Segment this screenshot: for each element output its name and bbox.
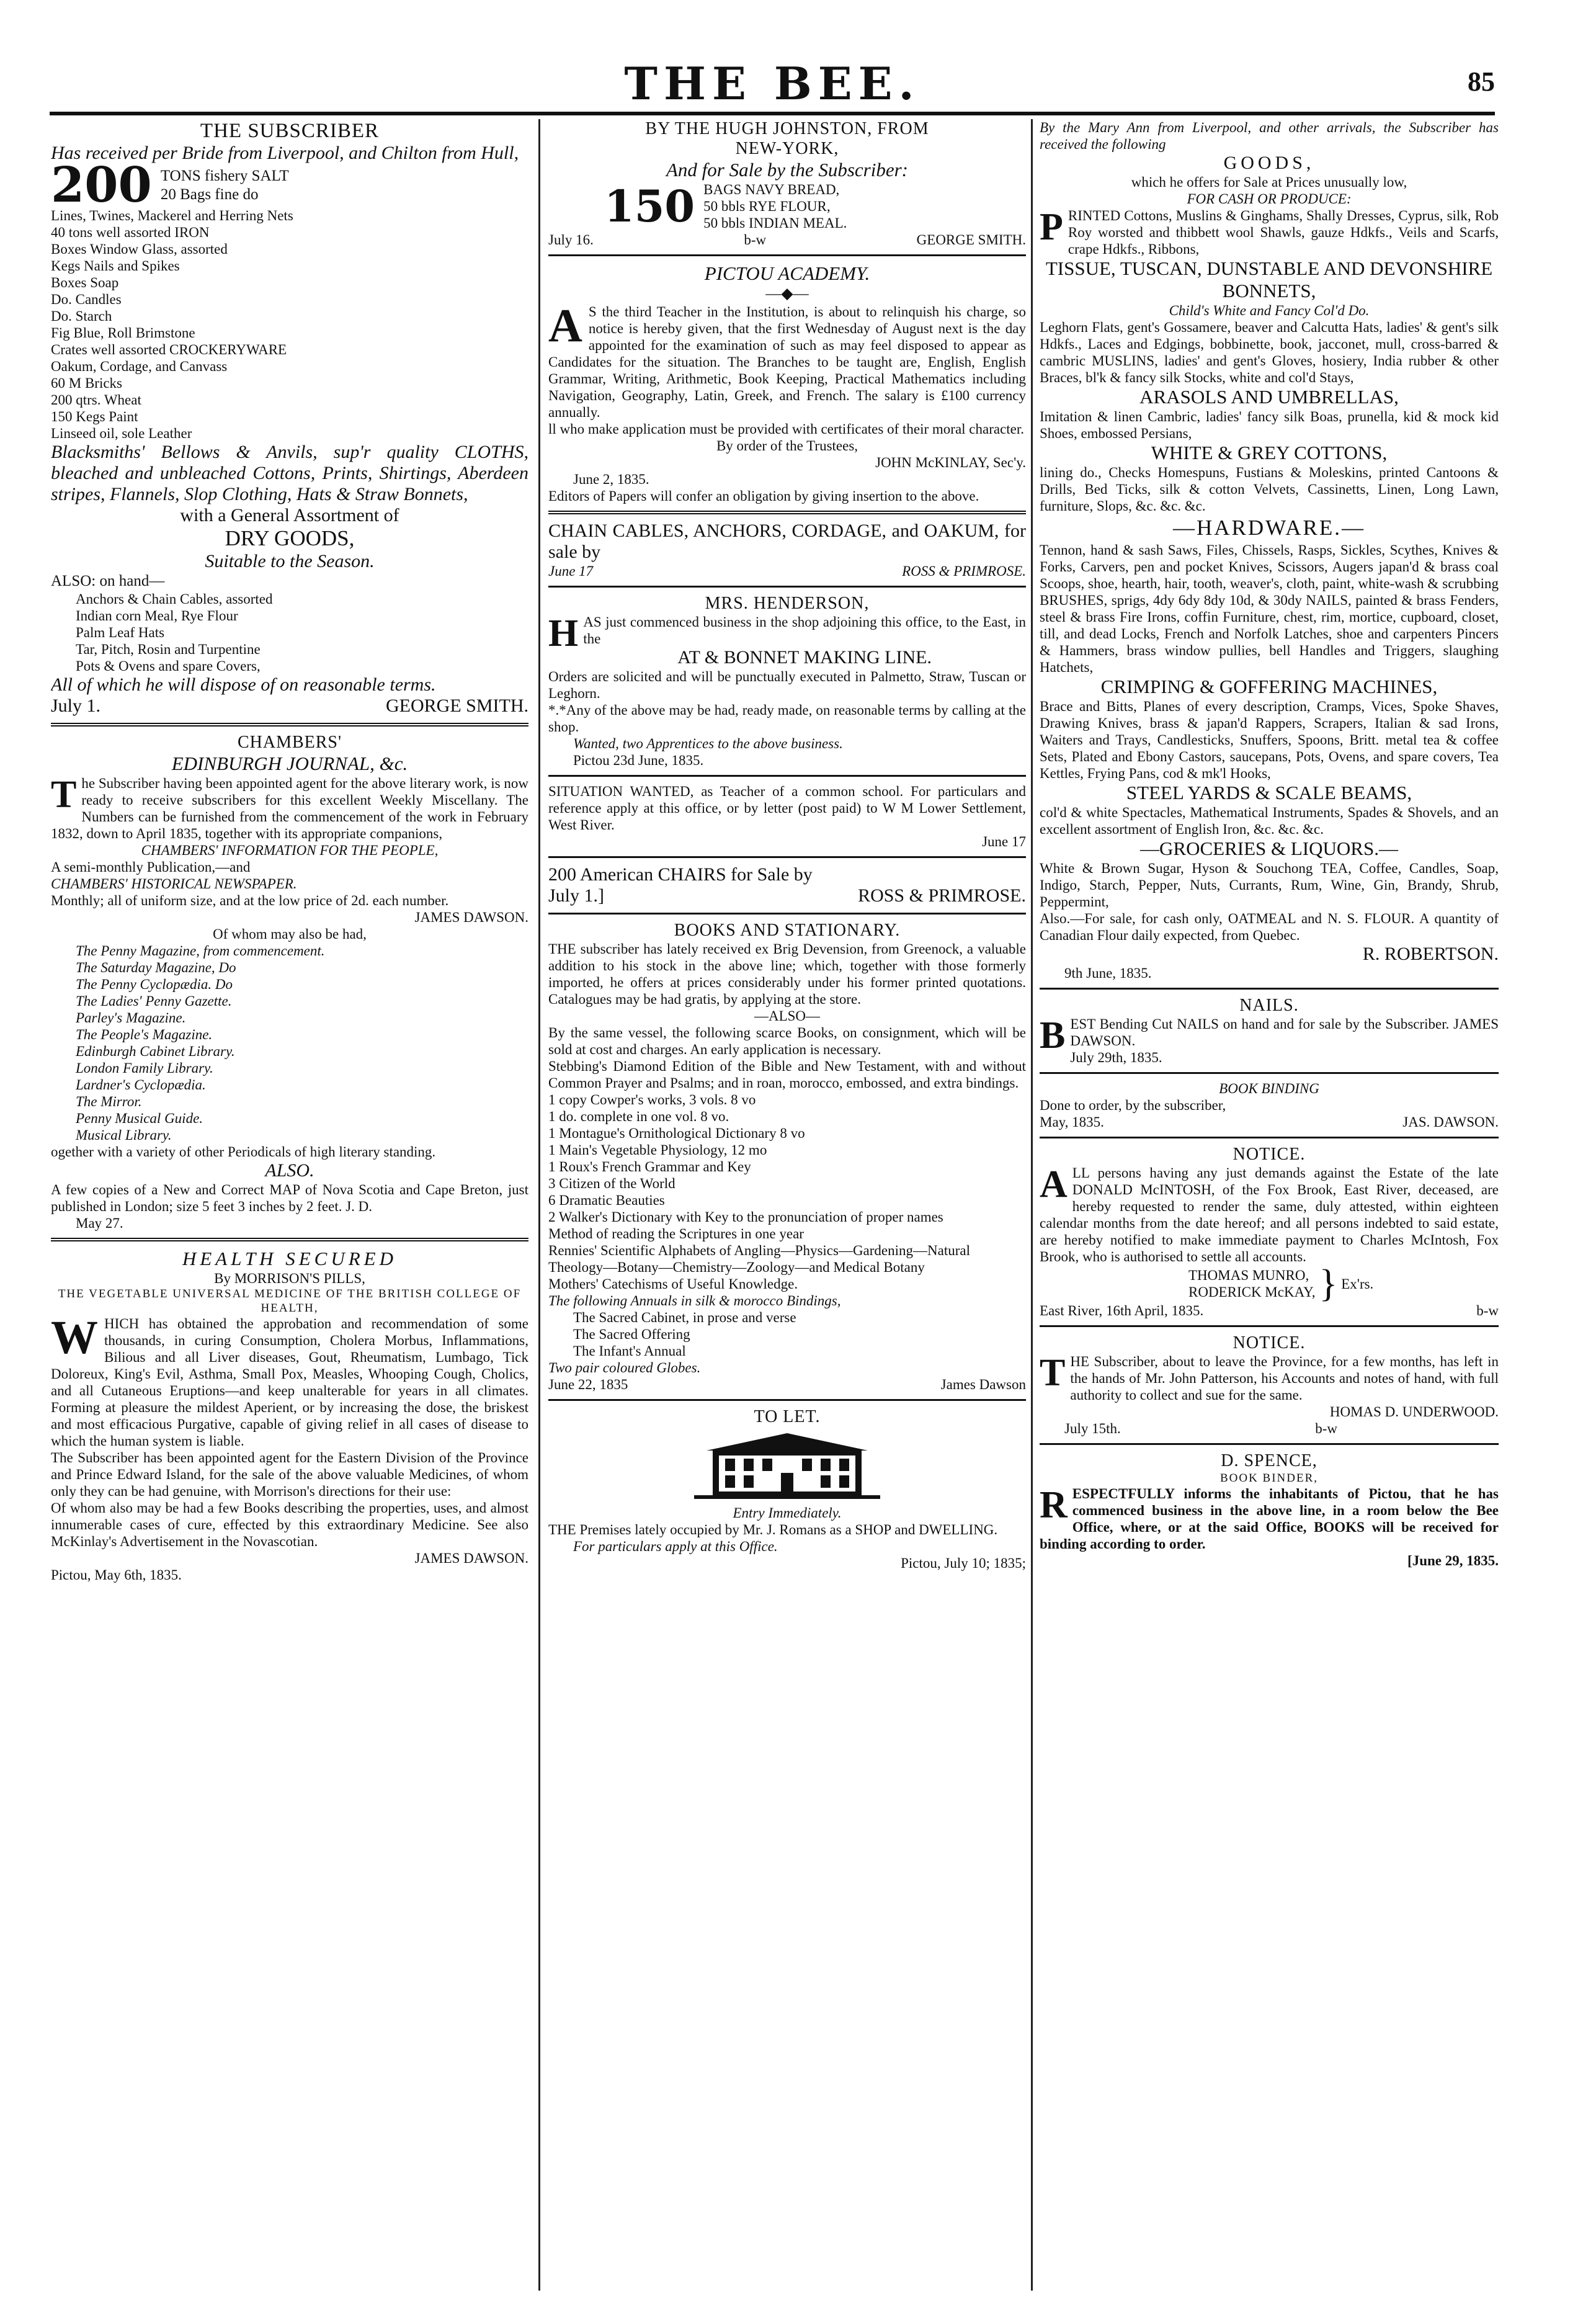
- closing-line: All of which he will dispose of on reasonable terms.: [51, 674, 436, 695]
- ad-books: [548, 921, 1026, 1393]
- signature-row: [548, 1376, 1026, 1393]
- also-list: [51, 591, 528, 674]
- ad-body: THE Subscriber, about to leave the Province, for a few months, has left in the hands of Mr. John Patterson, his Accounts and notes of hand, with full authority to collect and sue for the same.: [1040, 1352, 1499, 1403]
- ad-binding: [1040, 1080, 1499, 1130]
- ad-body: Brace and Bitts, Planes of every description, Cramps, Vices, Spoke Shaves, Drawing Knives, brass & japan'd Rappers, Scrapers, Italian & sad Irons, Waiters and Trays, Candlesticks, Snuffers, Spoons, Britt. metal tea & coffee Sets, Plated and Ebony Castors, saucepans, Pots, Ovens, and spare covers, Tea Kettles, Frying Pans, cod & mk'l Hooks,: [1040, 699, 1499, 781]
- ad-body: THE Premises lately occupied by Mr. J. Romans as a SHOP and DWELLING.: [548, 1522, 998, 1537]
- bread-line: 50 bbls RYE FLOUR,: [703, 199, 831, 214]
- page-number: 85: [1468, 66, 1495, 97]
- periodical-item: The Penny Cyclopædia. Do: [76, 977, 233, 992]
- ornament: —◆—: [765, 285, 809, 302]
- ad-chambers: [51, 733, 528, 1232]
- hist-title: CHAMBERS' HISTORICAL NEWSPAPER.: [51, 876, 297, 892]
- also-item: Palm Leaf Hats: [76, 625, 165, 640]
- book-item: 1 copy Cowper's works, 3 vols. 8 vo: [548, 1092, 756, 1107]
- also-heading: —ALSO—: [754, 1008, 821, 1024]
- ad-body: White & Brown Sugar, Hyson & Souchong TEA, Coffee, Candles, Soap, Indigo, Starch, Pepper, Nuts, Currants, Rum, Wine, Gin, Brandy, Shrub, Peppermint,: [1040, 861, 1499, 910]
- goods-item: Boxes Window Glass, assorted: [51, 241, 228, 257]
- ad-date: July 16.: [548, 232, 594, 248]
- goods-item: 60 M Bricks: [51, 375, 122, 391]
- goods-item: 200 qtrs. Wheat: [51, 392, 141, 408]
- salt-line: TONS fishery SALT: [160, 168, 289, 184]
- ad-situation: [548, 783, 1026, 850]
- ad-signer: JAMES DAWSON.: [414, 910, 528, 925]
- ad-heading: NOTICE.: [1233, 1145, 1306, 1164]
- ad-intro: Has received per Bride from Liverpool, and Chilton from Hull,: [51, 143, 519, 163]
- semi-line: A semi-monthly Publication,—and: [51, 859, 251, 875]
- executors: [1040, 1263, 1499, 1305]
- ad-heading: BY THE HUGH JOHNSTON, FROM: [645, 119, 929, 138]
- annual-item: The Sacred Cabinet, in prose and verse: [573, 1310, 796, 1325]
- also-item: Tar, Pitch, Rosin and Turpentine: [76, 642, 261, 657]
- ad-heading: D. SPENCE,: [1221, 1451, 1317, 1470]
- ad-body: ll who make application must be provided with certificates of their moral character.: [548, 421, 1025, 437]
- ad-signer: JAS. DAWSON.: [1402, 1114, 1499, 1130]
- book-item: 6 Dramatic Beauties: [548, 1192, 665, 1208]
- ad-date: May 27.: [76, 1215, 123, 1231]
- ad-body: CHAIN CABLES, ANCHORS, CORDAGE, and OAKUM, for sale by: [548, 521, 1026, 562]
- ad-heading: CHAMBERS': [237, 733, 342, 752]
- ad-date: May, 1835.: [1040, 1114, 1104, 1130]
- ad-date: July 1.: [51, 695, 101, 716]
- section-heading: CRIMPING & GOFFERING MACHINES,: [1100, 676, 1438, 697]
- column-rule: [1031, 119, 1033, 2291]
- ad-signer: JOHN McKINLAY, Sec'y.: [875, 455, 1026, 470]
- signature-row: [1040, 1420, 1499, 1437]
- book-item: 1 do. complete in one vol. 8 vo.: [548, 1109, 729, 1124]
- books-list: [548, 1091, 1026, 1292]
- ad-heading: PICTOU ACADEMY.: [704, 262, 870, 284]
- column-middle: [548, 119, 1026, 2315]
- divider: [1040, 1443, 1499, 1445]
- annual-item: The Sacred Offering: [573, 1326, 690, 1342]
- ad-signer: James Dawson: [940, 1377, 1026, 1392]
- ad-date: June 2, 1835.: [573, 472, 649, 487]
- ad-heading: NOTICE.: [1233, 1333, 1306, 1353]
- ad-date: June 22, 1835: [548, 1377, 628, 1392]
- ad-chairs: [548, 864, 1026, 906]
- ad-body: Stebbing's Diamond Edition of the Bible and New Testament, with and without Common Prayer and Psalms; and in roan, morocco, embossed, and extra bindings.: [548, 1058, 1026, 1091]
- ad-body: col'd & white Spectacles, Mathematical Instruments, Spades & Shovels, and an excellent assortment of English Iron, &c. &c. &c.: [1040, 805, 1499, 837]
- masthead: [50, 57, 1495, 113]
- divider: [1040, 1072, 1499, 1074]
- annuals-line: The following Annuals in silk & morocco Bindings,: [548, 1293, 841, 1308]
- apply-line: For particulars apply at this Office.: [573, 1539, 778, 1554]
- divider: [548, 511, 1026, 514]
- ad-byline: By MORRISON'S PILLS,: [214, 1271, 365, 1286]
- ad-health: [51, 1248, 528, 1583]
- annual-item: The Infant's Annual: [573, 1343, 686, 1359]
- globes-line: Two pair coloured Globes.: [548, 1360, 701, 1375]
- ad-subheading: THE VEGETABLE UNIVERSAL MEDICINE OF THE BRITISH COLLEGE OF HEALTH,: [58, 1287, 522, 1315]
- ad-body: Also.—For sale, for cash only, OATMEAL and N. S. FLOUR. A quantity of Canadian Flour daily expected, from Quebec.: [1040, 911, 1499, 943]
- divider: [1040, 1325, 1499, 1327]
- goods-paragraph: Blacksmiths' Bellows & Anvils, sup'r quality CLOTHS, bleached and unbleached Cottons, Prints, Shirtings, Aberdeen stripes, Flannels, Slop Clothing, Hats & Straw Bonnets,: [51, 442, 528, 504]
- book-item: 1 Montague's Ornithological Dictionary 8 vo: [548, 1125, 805, 1141]
- signature-row: [1040, 1114, 1499, 1130]
- ad-signer: GEORGE SMITH.: [916, 232, 1026, 248]
- periodical-item: London Family Library.: [76, 1060, 213, 1076]
- periodical-item: The Ladies' Penny Gazette.: [76, 993, 232, 1009]
- ad-signer: JAMES DAWSON.: [414, 1550, 528, 1566]
- ad-subscriber: [51, 119, 528, 717]
- book-item: Mothers' Catechisms of Useful Knowledge.: [548, 1276, 798, 1292]
- bread-line: 50 bbls INDIAN MEAL.: [703, 215, 847, 231]
- ad-signer: R. ROBERTSON.: [1362, 944, 1499, 964]
- ad-code: b-w: [1315, 1421, 1337, 1436]
- salt-block: [51, 157, 528, 213]
- divider: [548, 1399, 1026, 1401]
- cash-line: FOR CASH OR PRODUCE:: [1187, 191, 1352, 207]
- ad-intro: By the Mary Ann from Liverpool, and other arrivals, the Subscriber has received the following: [1040, 120, 1499, 152]
- ad-subheading: EDINBURGH JOURNAL, &c.: [171, 753, 408, 774]
- goods-item: Kegs Nails and Spikes: [51, 258, 180, 274]
- also-had: Of whom may also be had,: [213, 926, 367, 942]
- ad-notice-underwood: [1040, 1333, 1499, 1437]
- brace-glyph: }: [1319, 1263, 1338, 1305]
- goods-item: Fig Blue, Roll Brimstone: [51, 325, 195, 341]
- ad-date: [June 29, 1835.: [1407, 1553, 1499, 1568]
- section-heading: —GROCERIES & LIQUORS.—: [1140, 838, 1398, 859]
- signature-row: [51, 695, 528, 717]
- executor-name: THOMAS MUNRO,: [1188, 1268, 1309, 1283]
- goods-item: Do. Candles: [51, 292, 122, 307]
- divider: [1040, 1137, 1499, 1138]
- periodical-item: Musical Library.: [76, 1127, 172, 1143]
- ad-robertson: [1040, 119, 1499, 982]
- section-heading: STEEL YARDS & SCALE BEAMS,: [1126, 782, 1412, 803]
- divider: [51, 723, 528, 727]
- ad-body: Orders are solicited and will be punctually executed in Palmetto, Straw, Tuscan or Leghorn.: [548, 669, 1026, 701]
- ad-date: Pictou, July 10; 1835;: [901, 1555, 1026, 1571]
- ad-date: June 17: [982, 834, 1026, 849]
- divider: [548, 586, 1026, 588]
- periodical-item: The Saturday Magazine, Do: [76, 960, 236, 975]
- ad-code: b-w: [744, 232, 767, 248]
- goods-item: Boxes Soap: [51, 275, 119, 290]
- masthead-rule: [50, 112, 1495, 115]
- assortment-line: with a General Assortment of: [180, 505, 399, 525]
- ad-body: A S the third Teacher in the Institution, is about to relinquish his charge, so notice is hereby given, that the first Wednesday of August next is the day appointed for the examination of such as may feel disposed to appear as Candidates for the situation. The Branches to be taught are, English, English Grammar, Writing, Arithmetic, Book Keeping, Practical Mathematics including Navigation, Geography, Latin, Greek, and French. The salary is £100 currency annually.: [548, 300, 1026, 420]
- divider: [548, 856, 1026, 858]
- ad-date: June 17: [548, 563, 594, 579]
- ad-spence: [1040, 1451, 1499, 1569]
- signature-row: [1040, 1302, 1499, 1319]
- ad-signer: HOMAS D. UNDERWOOD.: [1329, 1404, 1499, 1420]
- column-right: [1040, 119, 1499, 2315]
- section-heading: TISSUE, TUSCAN, DUNSTABLE AND DEVONSHIRE BONNETS,: [1045, 257, 1493, 302]
- book-item: Method of reading the Scriptures in one year: [548, 1226, 804, 1241]
- periodical-item: The Penny Magazine, from commencement.: [76, 943, 325, 959]
- goods-item: 150 Kegs Paint: [51, 409, 138, 424]
- signature-row: [548, 885, 1026, 906]
- periodical-item: The People's Magazine.: [76, 1027, 213, 1042]
- ad-heading: THE SUBSCRIBER: [200, 120, 380, 142]
- suitable-line: Suitable to the Season.: [205, 551, 375, 571]
- ad-line: AT & BONNET MAKING LINE.: [677, 647, 932, 668]
- also-heading: ALSO.: [265, 1160, 314, 1181]
- periodical-item: Parley's Magazine.: [76, 1010, 186, 1026]
- also-item: Indian corn Meal, Rye Flour: [76, 608, 238, 624]
- ad-to-let: [548, 1407, 1026, 1572]
- divider: [51, 1238, 528, 1241]
- entry-line: Entry Immediately.: [733, 1505, 842, 1521]
- trade-line: BOOK BINDER,: [1219, 1472, 1319, 1485]
- together-line: ogether with a variety of other Periodicals of high literary standing.: [51, 1144, 436, 1160]
- ad-body: WHICH has obtained the approbation and recommendation of some thousands, in curing Consumption, Cholera Morbus, Inflammations, Bilious and all Liver diseases, Gout, Rheumatism, Lumbago, Tick Doloreux, King's Evil, Asthma, Small Pox, Measles, Whooping Cough, Cholics, and all Cutaneous Eruptions—and keep unalterable for years in all climates. Forming at pleasure the mildest Aperient, or by increasing the dose, the briskest and most efficacious Purgative, capable of giving relief in all cases of disease to which the human system is liable.: [51, 1312, 528, 1449]
- also-on-hand: ALSO: on hand—: [51, 573, 165, 589]
- goods-item: Do. Starch: [51, 308, 112, 324]
- ad-body: The Subscriber has been appointed agent for the Eastern Division of the Province and Prince Edward Island, for the sale of the above valuable Medicines, of whom only they can be had genuine, with Morrison's directions for their use:: [51, 1450, 528, 1499]
- annuals-list: [548, 1309, 1026, 1359]
- building-illustration: [694, 1431, 880, 1502]
- ad-body: ALL persons having any just demands against the Estate of the late DONALD McINTOSH, of the Fox Brook, East River, deceased, are hereby requested to render the same, duly attested, within eighteen calendar months from the date hereof; and all persons indebted to said estate, are hereby notified to make immediate payment to Charles McIntosh, Fox Brook, who is authorised to settle all accounts.: [1040, 1163, 1499, 1264]
- executors-label: Ex'rs.: [1341, 1276, 1374, 1292]
- book-item: 2 Walker's Dictionary with Key to the pronunciation of proper names: [548, 1209, 943, 1225]
- divider: [548, 913, 1026, 915]
- ad-body: SITUATION WANTED, as Teacher of a common school. For particulars and reference apply at this office, or by letter (post paid) to W M Lower Settlement, West River.: [548, 784, 1026, 833]
- column-rule: [538, 119, 540, 2291]
- salt-quantity: 200: [51, 157, 152, 213]
- book-item: 1 Main's Vegetable Physiology, 12 mo: [548, 1142, 767, 1158]
- divider: [548, 775, 1026, 777]
- ad-johnston: [548, 119, 1026, 248]
- info-title: CHAMBERS' INFORMATION FOR THE PEOPLE,: [141, 843, 439, 858]
- ad-body: Tennon, hand & sash Saws, Files, Chissels, Rasps, Sickles, Scythes, Knives & Forks, Carvers, pen and pocket Knives, Scissors, Augers japan'd & brass coal Scoops, shoe, hearth, hair, tooth, weaver's, cloth, paint, white-wash & scrubbing BRUSHES, sprigs, 4dy 6dy 8dy 10d, & 30dy NAILS, painted & brass Fenders, steel & brass Fire Irons, coffin Furniture, chest, rim, mortice, cupboard, closet, till, and dead Locks, French and Norfolk Latches, shoe and carpenters Pincers & Hammers, brass window pullies, bell Handles and Triggers, slaughing Hatchets,: [1040, 542, 1499, 675]
- ad-signer: GEORGE SMITH.: [386, 695, 528, 716]
- map-line: A few copies of a New and Correct MAP of Nova Scotia and Cape Breton, just published in London; size 5 feet 3 inches by 2 feet. J. D.: [51, 1182, 528, 1214]
- ad-date: July 15th.: [1064, 1421, 1121, 1436]
- offers-line: which he offers for Sale at Prices unusually low,: [1131, 174, 1407, 190]
- ad-body: Leghorn Flats, gent's Gossamere, beaver and Calcutta Hats, ladies' & gent's silk Hdkfs., Laces and Edgings, bobbinette, book, jacconet, mull, cross-barred & cambric MUSLINS, ladies' and gent's Gloves, hosiery, India rubber & other Braces, bl'k & fancy silk Stocks, white and col'd Stays,: [1040, 320, 1499, 385]
- ad-date: Pictou, May 6th, 1835.: [51, 1567, 182, 1583]
- periodical-item: The Mirror.: [76, 1094, 142, 1109]
- ad-body: PRINTED Cottons, Muslins & Ginghams, Shally Dresses, Cyprus, silk, Rob Roy worsted and thibbett wool Shawls, gauze Hdkfs., Veils and Scarfs, crape Hdkfs., Ribbons,: [1040, 206, 1499, 257]
- section-heading: —HARDWARE.—: [1172, 516, 1366, 540]
- executor-name: RODERICK McKAY,: [1188, 1284, 1316, 1300]
- goods-heading: GOODS,: [1223, 153, 1315, 173]
- ad-body: THE subscriber has lately received ex Brig Devension, from Greenock, a valuable addition to his stock in the above line; which, together with those formerly imported, he offers at prices considerably under his former printed quotations. Catalogues may be had gratis, by applying at the store.: [548, 941, 1026, 1007]
- ad-chain: [548, 521, 1026, 579]
- ad-body: HAS just commenced business in the shop adjoining this office, to the East, in the: [548, 612, 1026, 655]
- book-item: 3 Citizen of the World: [548, 1176, 675, 1191]
- newspaper-title: THE BEE.: [624, 57, 921, 110]
- ad-body: Of whom also may be had a few Books describing the properties, uses, and almost innumerable cases of cure, effected by this extraordinary Medicine. See also McKinlay's Advertisement in the Novascotian.: [51, 1500, 528, 1549]
- ad-notice-estate: [1040, 1145, 1499, 1319]
- sale-line: And for Sale by the Subscriber:: [666, 159, 908, 181]
- periodical-item: Penny Musical Guide.: [76, 1111, 203, 1126]
- ad-heading: HEALTH SECURED: [182, 1248, 398, 1269]
- dry-goods: DRY GOODS,: [225, 526, 355, 550]
- ad-body: *.*Any of the above may be had, ready made, on reasonable terms by calling at the shop.: [548, 702, 1026, 735]
- goods-list: [51, 207, 528, 442]
- bread-line: BAGS NAVY BREAD,: [703, 182, 840, 197]
- goods-item: Lines, Twines, Mackerel and Herring Nets: [51, 208, 293, 223]
- ad-date: Pictou 23d June, 1835.: [573, 753, 704, 768]
- book-item: 1 Roux's French Grammar and Key: [548, 1159, 751, 1174]
- ad-heading: BOOK BINDING: [1219, 1081, 1319, 1096]
- ad-henderson: [548, 594, 1026, 769]
- ad-heading: BOOKS AND STATIONARY.: [674, 921, 901, 940]
- section-heading: WHITE & GREY COTTONS,: [1151, 442, 1388, 463]
- section-sub: Child's White and Fancy Col'd Do.: [1169, 303, 1370, 318]
- section-heading: ARASOLS AND UMBRELLAS,: [1139, 386, 1399, 408]
- bread-block: [548, 181, 1026, 231]
- ad-academy: [548, 262, 1026, 504]
- also-item: Pots & Ovens and spare Covers,: [76, 658, 261, 674]
- goods-item: 40 tons well assorted IRON: [51, 225, 210, 240]
- divider: [548, 254, 1026, 256]
- ad-heading: TO LET.: [754, 1407, 821, 1426]
- ad-date: July 1.]: [548, 885, 604, 906]
- ad-body: BEST Bending Cut NAILS on hand and for sale by the Subscriber. JAMES DAWSON.: [1040, 1014, 1499, 1057]
- ad-signer: ROSS & PRIMROSE.: [902, 563, 1026, 579]
- ad-heading: MRS. HENDERSON,: [705, 594, 870, 613]
- ad-nails: [1040, 996, 1499, 1066]
- goods-item: Linseed oil, sole Leather: [51, 426, 192, 441]
- ad-body: The Subscriber having been appointed agent for the above literary work, is now ready to receive subscribers for this excellent Weekly Miscellany. The Numbers can be furnished from the commencement of the work in February 1832, down to April 1835, together with its appropriate companions,: [51, 774, 528, 841]
- ad-body: RESPECTFULLY informs the inhabitants of Pictou, that he has commenced business in the above line, in a room below the Bee Office, where, or at the said Office, BOOKS will be received for binding according to order.: [1040, 1484, 1499, 1552]
- editors-line: Editors of Papers will confer an obligation by giving insertion to the above.: [548, 488, 979, 504]
- divider: [1040, 988, 1499, 990]
- signature-row: [548, 231, 1026, 248]
- ad-date: July 29th, 1835.: [1070, 1050, 1162, 1065]
- ad-signer: ROSS & PRIMROSE.: [858, 885, 1026, 906]
- also-item: Anchors & Chain Cables, assorted: [76, 591, 273, 607]
- column-left: [51, 119, 528, 2315]
- periodical-item: Lardner's Cyclopædia.: [76, 1077, 206, 1093]
- book-item: Rennies' Scientific Alphabets of Angling—Physics—Gardening—Natural Theology—Botany—Chemistry—Zoology—and Medical Botany: [548, 1243, 970, 1275]
- ad-body: Imitation & linen Cambric, ladies' fancy silk Boas, prunella, kid & mock kid Shoes, embossed Persians,: [1040, 409, 1499, 441]
- ad-heading: NAILS.: [1239, 996, 1299, 1015]
- ad-body: Done to order, by the subscriber,: [1040, 1098, 1226, 1113]
- ad-date: 9th June, 1835.: [1064, 965, 1152, 981]
- periodicals-list: [51, 942, 528, 1143]
- ad-heading: NEW-YORK,: [735, 139, 839, 158]
- goods-item: Oakum, Cordage, and Canvass: [51, 359, 228, 374]
- signature-row: [548, 563, 1026, 579]
- wanted-line: Wanted, two Apprentices to the above business.: [573, 736, 843, 751]
- periodical-item: Edinburgh Cabinet Library.: [76, 1044, 235, 1059]
- salt-line: 20 Bags fine do: [160, 186, 259, 203]
- goods-item: Crates well assorted CROCKERYWARE: [51, 342, 287, 357]
- bread-quantity: 150: [604, 180, 695, 232]
- ad-date: East River, 16th April, 1835.: [1040, 1303, 1204, 1318]
- ad-body: By the same vessel, the following scarce Books, on consignment, which will be sold at cost and charges. An early application is necessary.: [548, 1025, 1026, 1057]
- ad-body: 200 American CHAIRS for Sale by: [548, 864, 813, 885]
- monthly-line: Monthly; all of uniform size, and at the low price of 2d. each number.: [51, 893, 449, 908]
- by-order: By order of the Trustees,: [716, 438, 858, 454]
- ad-code: b-w: [1476, 1303, 1499, 1318]
- ad-body: lining do., Checks Homespuns, Fustians & Moleskins, printed Cantoons & Drills, Bed Ticks, silk & cotton Velvets, Cassinetts, Linen, Long Lawn, furniture, Slops, &c. &c. &c.: [1040, 465, 1499, 514]
